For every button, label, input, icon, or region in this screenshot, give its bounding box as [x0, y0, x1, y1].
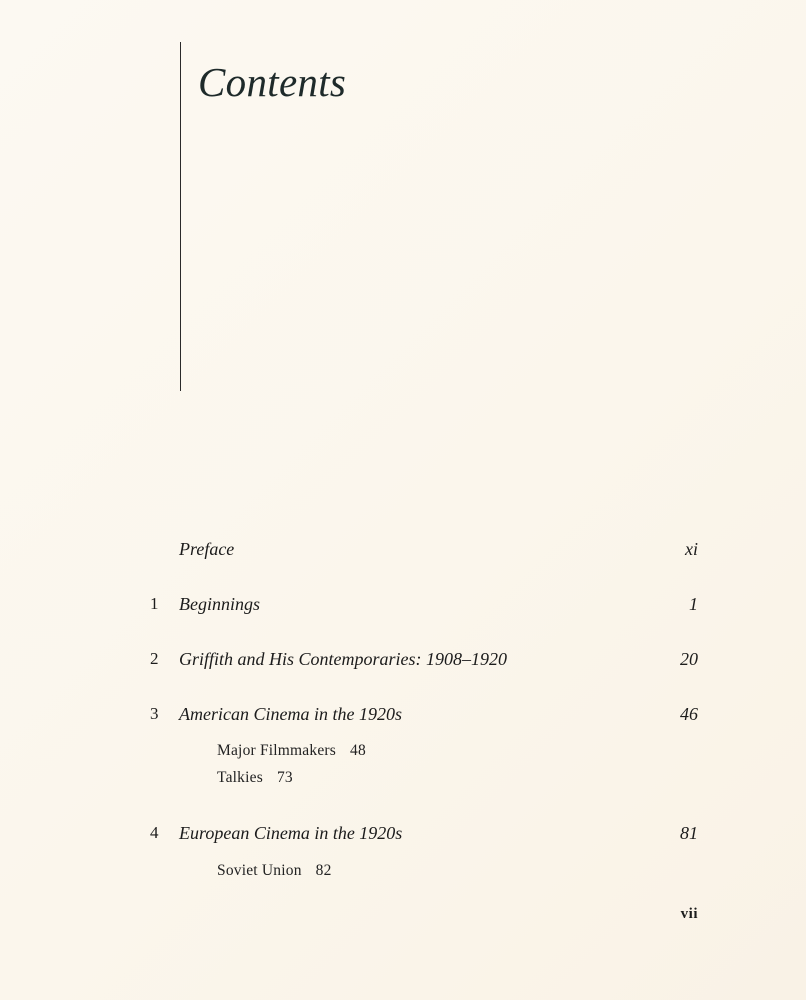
vertical-rule [180, 42, 181, 391]
toc-entry-page: 1 [689, 594, 698, 614]
toc-subentry-label: Soviet Union [217, 862, 302, 879]
toc-entry-label: European Cinema in the 1920s [179, 823, 403, 843]
toc-subentry-page: 82 [315, 862, 332, 879]
chapter-number: 2 [150, 649, 159, 668]
toc-entry-chapter-1 [0, 592, 806, 616]
toc-entry-page: 20 [680, 649, 698, 669]
toc-entry-label: Griffith and His Contemporaries: 1908–1920 [179, 649, 508, 669]
toc-entry-page: xi [685, 539, 698, 559]
toc-entry-label: Preface [179, 539, 235, 559]
chapter-number: 4 [150, 823, 159, 842]
toc-entry-page: 46 [680, 704, 698, 724]
chapter-number: 3 [150, 704, 159, 723]
chapter-number: 1 [150, 594, 159, 613]
page-number: vii [680, 906, 698, 922]
toc-subentry [217, 861, 332, 881]
toc-entry-label: American Cinema in the 1920s [179, 704, 402, 724]
toc-entry-page: 81 [680, 823, 698, 843]
toc-subentry [217, 768, 293, 788]
toc-entry-chapter-4 [0, 821, 806, 845]
toc-entry-label: Beginnings [179, 594, 260, 614]
toc-subentry-label: Major Filmmakers [217, 742, 337, 759]
toc-entry-preface [0, 537, 806, 561]
toc-entry-chapter-3 [0, 702, 806, 726]
toc-subentry-page: 48 [350, 742, 366, 759]
page-title: Contents [198, 59, 347, 105]
toc-entry-chapter-2 [0, 647, 806, 671]
toc-subentry [217, 741, 366, 761]
toc-subentry-label: Talkies [217, 769, 263, 786]
toc-subentry-page: 73 [276, 769, 293, 786]
